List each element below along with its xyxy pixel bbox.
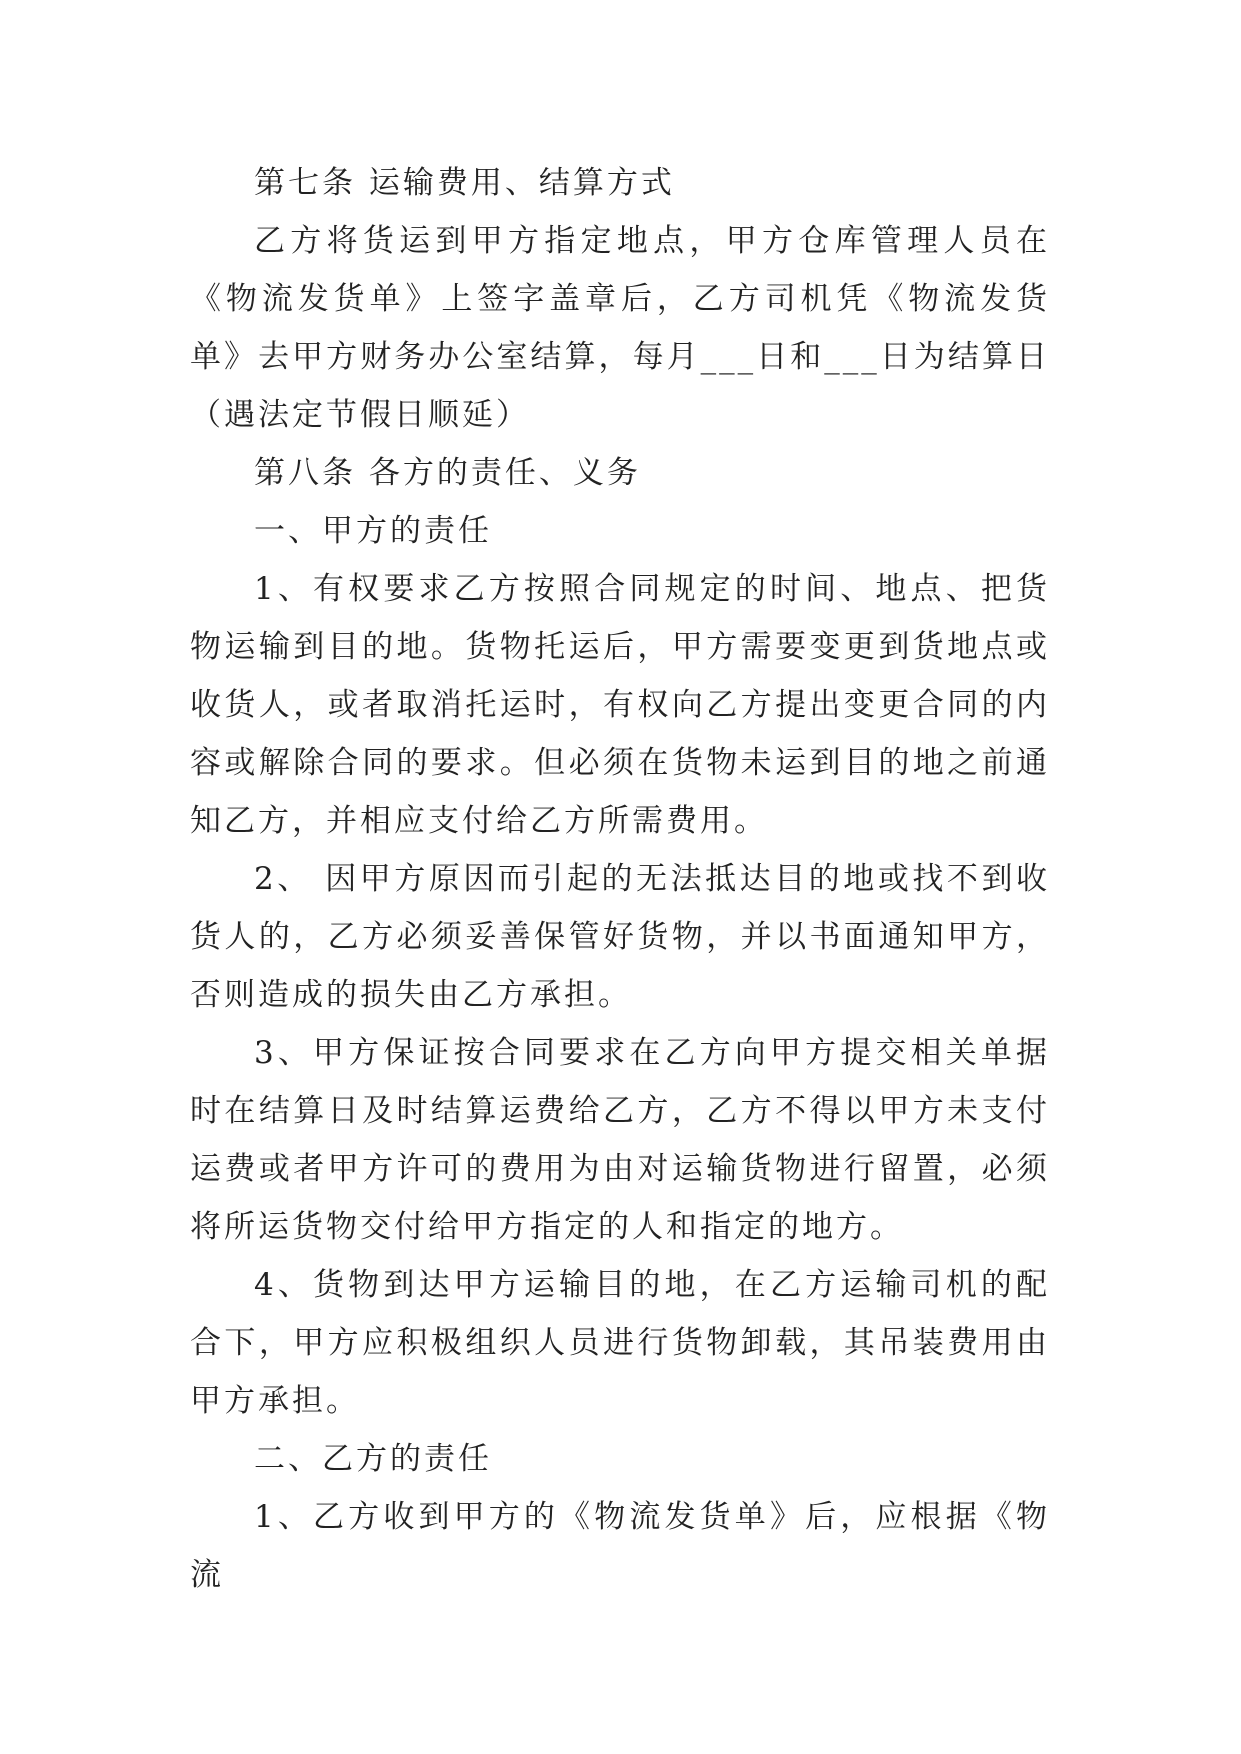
party-a-section-heading: 一、甲方的责任 bbox=[254, 513, 492, 549]
article-8-heading: 第八条 各方的责任、义务 bbox=[254, 455, 641, 491]
party-a-clause-2: 2、 因甲方原因而引起的无法抵达目的地或找不到收货人的，乙方必须妥善保管好货物，并以书面通知甲方，否则造成的损失由乙方承担。 bbox=[190, 861, 1050, 1013]
party-b-clause-1: 1、乙方收到甲方的《物流发货单》后，应根据《物流 bbox=[190, 1499, 1050, 1593]
party-b-section-heading: 二、乙方的责任 bbox=[254, 1441, 492, 1477]
article-7-paragraph: 乙方将货运到甲方指定地点，甲方仓库管理人员在《物流发货单》上签字盖章后，乙方司机凭《物流发货单》去甲方财务办公室结算，每月___日和___日为结算日（遇法定节假日顺延） bbox=[190, 223, 1050, 433]
party-a-clause-4: 4、货物到达甲方运输目的地，在乙方运输司机的配合下，甲方应积极组织人员进行货物卸载，其吊装费用由甲方承担。 bbox=[190, 1267, 1050, 1419]
document-body bbox=[190, 154, 1050, 1604]
article-7-heading: 第七条 运输费用、结算方式 bbox=[254, 165, 675, 201]
party-a-clause-1: 1、有权要求乙方按照合同规定的时间、地点、把货物运输到目的地。货物托运后，甲方需要变更到货地点或收货人，或者取消托运时，有权向乙方提出变更合同的内容或解除合同的要求。但必须在货物未运到目的地之前通知乙方，并相应支付给乙方所需费用。 bbox=[190, 571, 1050, 839]
party-a-clause-3: 3、甲方保证按合同要求在乙方向甲方提交相关单据时在结算日及时结算运费给乙方，乙方不得以甲方未支付运费或者甲方许可的费用为由对运输货物进行留置，必须将所运货物交付给甲方指定的人和指定的地方。 bbox=[190, 1035, 1050, 1245]
